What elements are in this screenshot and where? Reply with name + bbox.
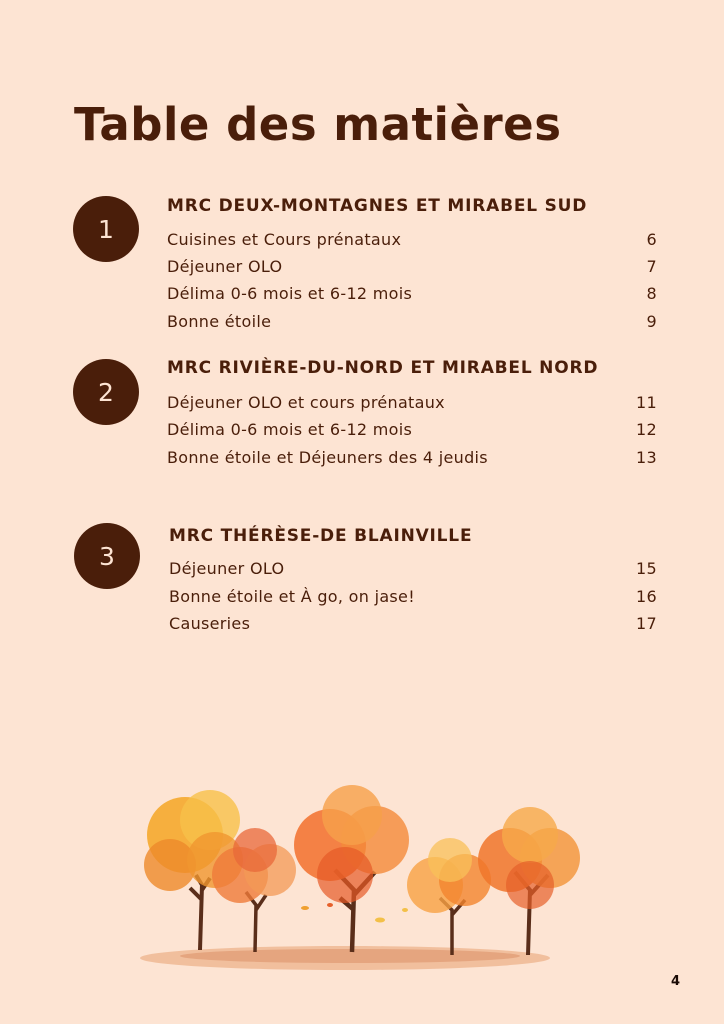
page-number: 4 — [670, 974, 680, 989]
toc-entry[interactable] — [167, 230, 657, 249]
entry-page-number: 11 — [636, 393, 657, 412]
toc-entry[interactable] — [169, 587, 657, 606]
section-number-badge: 3 — [74, 523, 140, 589]
section-number-badge: 2 — [73, 359, 139, 425]
entry-page-number: 16 — [636, 587, 657, 606]
section-heading: MRC RIVIÈRE-DU-NORD ET MIRABEL NORD — [167, 358, 599, 378]
section-heading: MRC THÉRÈSE-DE BLAINVILLE — [169, 526, 473, 546]
toc-entry[interactable] — [167, 257, 657, 276]
entry-label: Bonne étoile et À go, on jase! — [169, 587, 415, 606]
entry-label: Déjeuner OLO — [167, 257, 283, 276]
entry-page-number: 6 — [646, 230, 657, 249]
tree-icon — [294, 785, 409, 952]
entry-page-number: 15 — [636, 559, 657, 578]
entry-page-number: 9 — [646, 312, 657, 331]
toc-entry[interactable] — [167, 393, 657, 412]
section-heading: MRC DEUX-MONTAGNES ET MIRABEL SUD — [167, 196, 588, 216]
entry-page-number: 13 — [636, 448, 657, 467]
autumn-trees-illustration — [130, 780, 590, 980]
entry-label: Cuisines et Cours prénataux — [167, 230, 402, 249]
toc-entry[interactable] — [167, 284, 657, 303]
entry-label: Causeries — [169, 614, 251, 633]
entry-page-number: 8 — [646, 284, 657, 303]
entry-label: Bonne étoile — [167, 312, 272, 331]
section-number-badge: 1 — [73, 196, 139, 262]
entry-page-number: 7 — [646, 257, 657, 276]
entry-label: Bonne étoile et Déjeuners des 4 jeudis — [167, 448, 488, 467]
leaf-icon — [327, 903, 333, 907]
toc-entry[interactable] — [167, 448, 657, 467]
toc-entry[interactable] — [167, 420, 657, 439]
toc-entry[interactable] — [169, 559, 657, 578]
page-title: Table des matières — [74, 98, 562, 151]
entry-label: Délima 0-6 mois et 6-12 mois — [167, 420, 413, 439]
toc-entry[interactable] — [169, 614, 657, 633]
leaf-icon — [375, 918, 385, 923]
entry-label: Déjeuner OLO et cours prénataux — [167, 393, 445, 412]
toc-entry[interactable] — [167, 312, 657, 331]
tree-icon — [478, 807, 580, 955]
entry-page-number: 12 — [636, 420, 657, 439]
entry-page-number: 17 — [636, 614, 657, 633]
leaf-icon — [402, 908, 408, 912]
entry-label: Déjeuner OLO — [169, 559, 285, 578]
entry-label: Délima 0-6 mois et 6-12 mois — [167, 284, 413, 303]
leaf-icon — [301, 906, 309, 910]
